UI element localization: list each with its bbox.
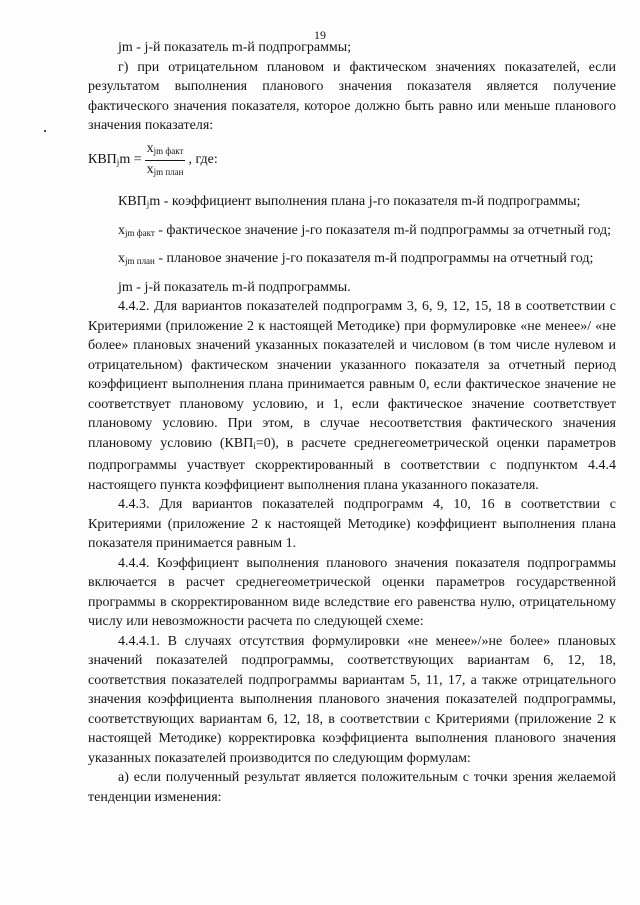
paragraph-4-4-2: 4.4.2. Для вариантов показателей подпрограмм 3, 6, 9, 12, 15, 18 в соответствии с Критериями (приложение 2 к настоящей Методике) при формулировке «не менее»/ «не более» плановых значений указанных показателей и числовом (в том числе нулевом и отрицательном) фактическом значении указанного показателя за отчетный период коэффициент выполнения плана принимается равным 0, если фактическое значение не соответствует плановому условию, и 1, если фактическое значение соответствует плановому условию. При этом, в случае несоответствия фактического значения плановому условию $(КВП_i=0)$, в расчете среднегеометрической оценки параметров подпрограммы участвует скорректированный в соответствии с подпунктом 4.4.4 настоящего пункта коэффициент выполнения плана указанного показателя. [88,299,616,493]
formula-fraction [145,140,186,181]
definition-plan: $x_{jm план}$ - плановое значение j-го показателя m-й подпрограммы на отчетный год; [118,251,594,266]
page-number: 19 [314,28,326,42]
body-section [88,192,616,807]
definition-kvp: $КВП_jm$ - коэффициент выполнения плана j-го показателя m-й подпрограммы; [118,194,581,209]
formula-lhs: $КВП_jm$ = [88,152,142,167]
definition-fact: $x_{jm факт}$ - фактическое значение j-го показателя m-й подпрограммы за отчетный год; [118,222,612,238]
scan-artifact [44,130,46,132]
paragraph-4-4-4-1: 4.4.4.1. В случаях отсутствия формулировки «не менее»/»не более» плановых значений показателей подпрограммы, соответствующих вариантам 6, 12, 18, соответствия показателей подпрограммы вариантам 5, 11, 17, а также отрицательного значения коэффициента выполнения планового значения показателей подпрограммы, соответствующих вариантам 6, 12, 18, в соответствии с Критериями (приложение 2 к настоящей Методике) корректировка коэффициента выполнения планового значения указанных показателей производится по следующим формулам: [88,633,616,766]
formula-suffix: , где: [188,152,218,167]
paragraph-a: а) если полученный результат является положительным с точки зрения желаемой тенденции изменения: [88,770,616,805]
definition-jm: jm - j-й показатель m-й подпрограммы. [118,279,351,295]
paragraph-4-4-4: 4.4.4. Коэффициент выполнения планового значения показателя подпрограммы включается в расчет среднегеометрической оценки параметров государственной программы в скорректированном виде вследствие его равенства нулю, отрицательному числу или невозможности расчета по следующей схеме: [88,555,616,629]
formula-denominator: $x_{jm план}$ [146,161,184,177]
kvp-formula [88,140,218,180]
paragraph-4-4-3: 4.4.3. Для вариантов показателей подпрограмм 4, 10, 16 в соответствии с Критериями (приложение 2 к настоящей Методике) коэффициент выполнения плана показателя принимается равным 1. [88,497,616,551]
top-section [88,38,616,136]
paragraph-g: г) при отрицательном плановом и фактическом значениях показателей, если результатом выполнения планового значения показателя является получение фактического значения показателя, которое должно быть равно или меньше планового значения показателя: [88,59,616,133]
formula-numerator: $x_{jm факт}$ [145,140,186,161]
jm-definition-line: jm - j-й показатель m-й подпрограммы; [118,40,352,55]
